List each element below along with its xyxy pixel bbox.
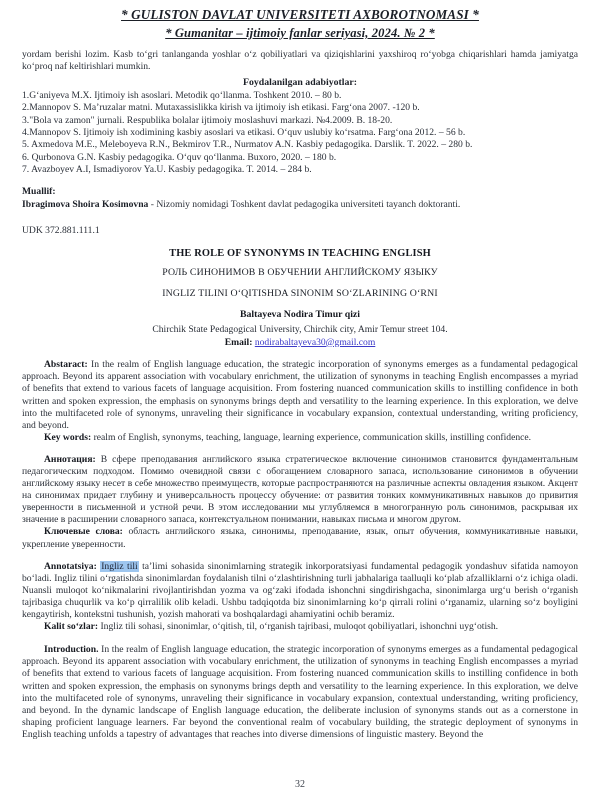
continued-paragraph: yordam berishi lozim. Kasb to‘gri tanlanganda yoshlar o‘z qobiliyatlari va qiziqishlarini yaxshiroq ro‘yobga chiqarishlari hamda jamiyatga ko‘proq naf keltirishlari mumkin. <box>22 49 578 73</box>
abstract-russian <box>22 454 578 551</box>
reference-item: 4.Mannopov S. Ijtimoiy ish xodimining kasbiy asoslari va etikasi. O‘quv uslubiy ko‘rsatma. Farg‘ona 2012. – 56 b. <box>22 127 466 139</box>
author-description: - Nizomiy nomidagi Toshkent davlat pedagogika universiteti tayanch doktoranti. <box>148 199 461 211</box>
article-title-uzbek: INGLIZ TILINI O‘QITISHDA SINONIM SO‘ZLARINING O‘RNI <box>162 287 438 299</box>
keywords-uzbek <box>22 621 578 633</box>
abstract-english <box>22 359 578 444</box>
abstract-uzbek <box>22 561 578 634</box>
abstract-russian-text: В сфере преподавания английского языка стратегическое включение синонимов становится фундаментальным педагогическим подходом. Помимо очевидной связи с обогащением словарного запаса, использование синонимов в обучении английскому языку несет в себе множество преимуществ, которые распространяются на различные аспекты овладения языком. Акцент на синонимах придает глубину и универсальность процессу обучение: от развития тонких коммуникативных навыков до привития уверенности в письменной и устной речи. В этом исследовании мы углубляемся в многогранную роль синонимов, раскрывая их значение в расширении словарного запаса, контекстуальном понимании, навыках письма и многом другом. <box>22 453 578 526</box>
keywords-russian-text: область английского языка, синонимы, преподавание, язык, опыт обучения, коммуникативные навыки, укрепление уверенности. <box>22 526 578 550</box>
abstract-english-body <box>22 359 578 432</box>
reference-item: 7. Avazboyev A.I, Ismadiyorov Ya.U. Kasbiy pedagogika. T. 2014. – 284 b. <box>22 163 312 175</box>
email-label: Email: <box>224 336 253 348</box>
annotation-label-ru: Аннотация: <box>44 453 96 465</box>
email-link[interactable]: nodirabaltayeva30@gmail.com <box>254 336 376 348</box>
masthead <box>22 6 578 42</box>
udk-code: UDK 372.881.111.1 <box>22 224 100 236</box>
keywords-label: Key words: <box>44 431 92 443</box>
highlighted-text-selection: Ingliz tili <box>101 560 138 572</box>
abstract-label: Abstaract: <box>44 359 88 371</box>
keywords-english <box>22 432 578 444</box>
masthead-series-line: * Gumanitar – ijtimoiy fanlar seriyasi, 2024. № 2 * <box>165 26 435 40</box>
reference-item: 2.Mannopov S. Ma’ruzalar matni. Mutaxassislikka kirish va ijtimoiy ish etikasi. Farg‘ona 2007. -120 b. <box>22 102 420 114</box>
keywords-label-ru: Ключевые слова: <box>44 526 123 538</box>
abstract-uzbek-text: ta’limi sohasida sinonimlarning strategik inkorporatsiyasi fundamental pedagogik yondashuv sifatida namoyon bo‘ladi. Ingliz tilini o‘rgatishda sinonimlardan foydalanish tilni o‘zlashtirishning turli jabhalariga taalluqli ko‘plab afzalliklarni o‘z ichiga oladi. Nuansli muloqot ko‘nikmalarini rivojlantirishdan yozma va og‘zaki ifodada ishonchni singdirishgacha, sinonimlarga urg‘u berish o‘rganish tajribasiga chuqurlik va ko‘p qirralilik olib keladi. Ushbu tadqiqotda biz sinonimlarning ko‘p qirrali rolini o‘rganamiz, ularning so‘z boyligini kengaytirish, kontekstni tushunish, yozish mahorati va boshqalardagi ahamiyatini ochib beramiz. <box>22 560 578 621</box>
page-number: 32 <box>295 779 305 790</box>
reference-item: 5. Axmedova M.E., Meleboyeva R.N., Bekmirov T.R., Nurmatov A.N. Kasbiy pedagogika. Darslik. T. 2022. – 280 b. <box>22 139 473 151</box>
annotation-label-uz: Annotatsiya: <box>44 560 97 572</box>
article-title-english: THE ROLE OF SYNONYMS IN TEACHING ENGLISH <box>169 247 431 259</box>
abstract-uzbek-body <box>22 561 578 621</box>
keywords-russian <box>22 526 578 550</box>
article-title-block <box>22 246 578 304</box>
introduction-body <box>22 644 578 741</box>
reference-item: 6. Qurbonova G.N. Kasbiy pedagogika. O‘quv qo‘llanma. Buxoro, 2020. – 180 b. <box>22 151 337 163</box>
masthead-journal-title: * GULISTON DAVLAT UNIVERSITETI AXBOROTNOMASI * <box>121 7 479 22</box>
introduction-text: In the realm of English language education, the strategic incorporation of synonyms emerges as a fundamental pedagogical approach. Beyond its apparent association with vocabulary enrichment, the utilization of synonyms in teaching English encompasses a myriad of benefits that extend to various facets of language acquisition. From fostering nuanced communication skills to instilling confidence in both written and spoken expression, the emphasis on synonyms brings depth and versatility to the learning experience. In this exploration, we delve into the multifaceted role of synonyms, unraveling their significance in vocabulary expansion, contextual understanding, writing proficiency, and beyond. In the dynamic landscape of English language education, the deliberate inclusion of synonyms stands out as a cornerstone in shaping proficient language learners. Far beyond the conventional realm of vocabulary building, the strategic deployment of synonyms in English teaching unfolds a tapestry of advantages that reaches into diverse dimensions of linguistic mastery. Beyond the <box>22 644 578 740</box>
article-title-russian: РОЛЬ СИНОНИМОВ В ОБУЧЕНИИ АНГЛИЙСКОМУ ЯЗЫКУ <box>162 266 438 278</box>
article-author: Baltayeva Nodira Timur qizi <box>239 308 361 320</box>
reference-item: 1.G‘aniyeva M.X. Ijtimoiy ish asoslari. Metodik qo‘llanma. Toshkent 2010. – 80 b. <box>22 90 342 102</box>
references-list <box>22 90 578 176</box>
keywords-uzbek-text: Ingliz tili sohasi, sinonimlar, o‘qitish, til, o‘rganish tajribasi, muloqot qobiliyatlari, ishonchni uyg‘otish. <box>98 621 499 633</box>
author-name: Ibragimova Shoira Kosimovna <box>22 199 149 211</box>
introduction-section <box>22 644 578 741</box>
abstract-english-text: In the realm of English language education, the strategic incorporation of synonyms emerges as a fundamental pedagogical approach. Beyond its apparent association with vocabulary enrichment, the utilization of synonyms in teaching English encompasses a myriad of benefits that extend to various facets of language acquisition. From fostering nuanced communication skills to instilling confidence in both written and spoken expression, the emphasis on synonyms brings depth and versatility to the learning experience. In this exploration, we delve into the multifaceted role of synonyms, unraveling their significance in vocabulary expansion, contextual understanding, writing proficiency, and beyond. <box>22 359 578 431</box>
author-label: Muallif: <box>22 186 56 198</box>
article-affiliation: Chirchik State Pedagogical University, Chirchik city, Amir Temur street 104. <box>152 323 448 335</box>
references-heading: Foydalanilgan adabiyotlar: <box>242 77 358 89</box>
introduction-label: Introduction. <box>44 644 99 656</box>
abstract-russian-body <box>22 454 578 527</box>
author-entry <box>22 198 578 212</box>
keywords-label-uz: Kalit so‘zlar: <box>44 621 99 633</box>
article-email-line <box>22 336 578 350</box>
reference-item: 3."Bola va zamon" jurnali. Respublika bolalar ijtimoiy moslashuvi markazi. №4.2009. B. 18-20. <box>22 114 393 126</box>
previous-article-author-block <box>22 185 578 212</box>
keywords-english-text: realm of English, synonyms, teaching, language, learning experience, communication skills, instilling confidence. <box>91 431 532 443</box>
